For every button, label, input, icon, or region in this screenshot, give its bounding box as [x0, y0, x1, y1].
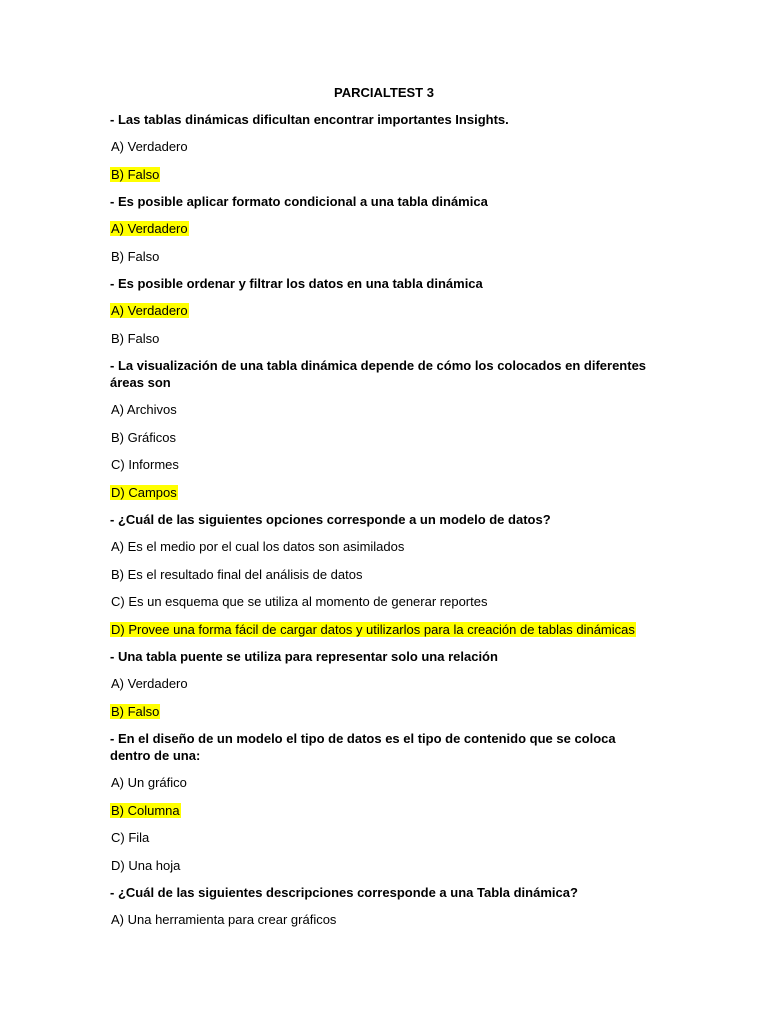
answer-option [110, 829, 658, 846]
answer-option-label: B) Falso [111, 330, 160, 346]
answer-option [110, 774, 658, 791]
answer-option [110, 248, 658, 265]
answer-option-label: D) Provee una forma fácil de cargar datos y utilizarlos para la creación de tablas dinámicas [111, 621, 635, 637]
answer-option [110, 429, 658, 446]
question-list [110, 111, 658, 928]
answer-option-correct [110, 302, 658, 319]
answer-option-label: B) Es el resultado final del análisis de datos [111, 566, 363, 582]
question-text: - En el diseño de un modelo el tipo de datos es el tipo de contenido que se coloca dentro de una: [110, 731, 616, 763]
question-text: - ¿Cuál de las siguientes opciones corresponde a un modelo de datos? [110, 512, 551, 527]
answer-option [110, 911, 658, 928]
question-text: - La visualización de una tabla dinámica depende de cómo los colocados en diferentes áreas son [110, 358, 647, 390]
answer-option-label: A) Un gráfico [111, 775, 187, 790]
question-text: - Una tabla puente se utiliza para representar solo una relación [110, 649, 498, 664]
answer-option-label: B) Columna [111, 802, 180, 818]
answer-option-correct [110, 703, 658, 720]
answer-option [110, 456, 658, 473]
answer-option [110, 857, 658, 874]
answer-option-label: A) Es el medio por el cual los datos son asimilados [111, 539, 405, 554]
answer-option-label: C) Fila [111, 830, 150, 845]
answer-option-label: C) Informes [111, 457, 179, 472]
answer-option [110, 401, 658, 418]
answer-option [110, 566, 658, 583]
answer-option-label: A) Verdadero [111, 139, 188, 154]
answer-option-correct [110, 484, 658, 501]
answer-option-label: A) Archivos [111, 402, 177, 417]
answer-option-correct [110, 166, 658, 183]
answer-option-label: A) Una herramienta para crear gráficos [111, 912, 337, 927]
answer-option-label: A) Verdadero [111, 303, 188, 318]
answer-option [110, 538, 658, 555]
answer-option-correct [110, 802, 658, 819]
document-title: PARCIALTEST 3 [334, 85, 434, 100]
answer-option [110, 330, 658, 347]
answer-option-label: B) Falso [111, 248, 160, 264]
question-text: - Es posible aplicar formato condicional a una tabla dinámica [110, 194, 488, 209]
answer-option-correct [110, 220, 658, 237]
answer-option-label: A) Verdadero [111, 676, 188, 691]
answer-option-label: A) Verdadero [111, 221, 188, 236]
answer-option-label: D) Una hoja [111, 857, 181, 873]
answer-option [110, 675, 658, 692]
answer-option [110, 593, 658, 610]
answer-option-label: D) Campos [111, 484, 177, 500]
answer-option-label: C) Es un esquema que se utiliza al momento de generar reportes [111, 594, 488, 609]
answer-option-correct [110, 621, 658, 638]
question-text: - ¿Cuál de las siguientes descripciones corresponde a una Tabla dinámica? [110, 885, 578, 900]
answer-option [110, 138, 658, 155]
answer-option-label: B) Falso [111, 703, 160, 719]
answer-option-label: B) Gráficos [111, 429, 177, 445]
question-text: - Es posible ordenar y filtrar los datos en una tabla dinámica [110, 276, 483, 291]
question-text: - Las tablas dinámicas dificultan encontrar importantes Insights. [110, 112, 509, 127]
answer-option-label: B) Falso [111, 166, 160, 182]
